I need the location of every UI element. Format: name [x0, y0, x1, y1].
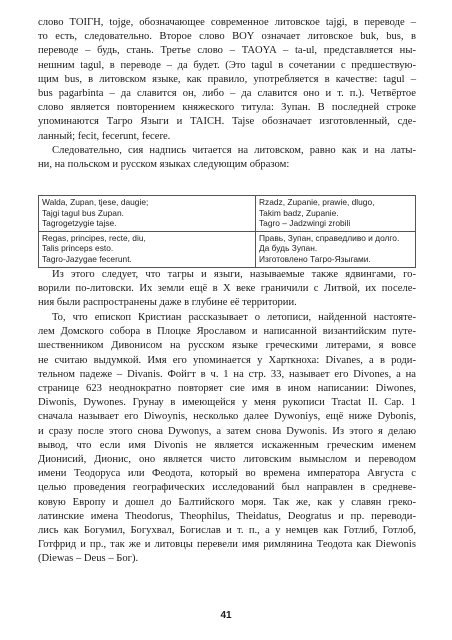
- text-line: и сразу после этого снова Dywonys, а затем снова Dywonis. Из этого я делаю: [38, 425, 416, 437]
- text-line: ни, на польском и русском языках следующим образом:: [38, 159, 290, 171]
- page-number: 41: [220, 610, 232, 621]
- text-line: сначала называет его Diwoynis, несколько далее Dywoniys, ещё ниже Dybonis,: [38, 411, 416, 423]
- text-line: вывод, что если имя Divonis не является искаженным греческим именем: [38, 439, 416, 451]
- cell-line: Rzadz, Zupanie, prawie, dlugo,: [259, 197, 375, 207]
- text-line: Следовательно, сия надпись читается на литовском, равно как и на латы-: [52, 145, 416, 156]
- text-line: Дионисий, Дионис, оно является чисто литовским вымыслом и переводом: [38, 454, 416, 466]
- cell-line: Walda, Zupan, tjese, daugie;: [42, 197, 149, 207]
- text-line: bus pagarbinta – да славится он, либо – да славится оно и т. п.). Четвёртое: [38, 88, 416, 100]
- text-line: ланный; fecit, fecerunt, fecere.: [38, 130, 171, 142]
- table-row: [39, 231, 416, 267]
- text-line: нешним tagul, в переводе – да будет. (Это tagul в сочетании с предшествую-: [38, 59, 416, 71]
- text-line: То, что епископ Кристиан рассказывает о летописи, найденной настояте-: [52, 312, 416, 323]
- paragraph-3: [38, 268, 416, 311]
- text-line: слово является повторением княжеского титула: Зупан. В последней строке: [38, 102, 416, 114]
- cell-line: Tagro – Jadzwingi zrobili: [259, 218, 351, 229]
- text-line: странице 623 неоднократно повторяет сие имя в ином написании: Diwones,: [38, 383, 416, 395]
- text-line: шественником Дивонисом на русском языке греческими литерами, я вовсе: [38, 340, 416, 352]
- table-cell: [256, 231, 416, 267]
- cell-line: Regas, principes, recte, diu,: [42, 232, 146, 243]
- text-line: переводе – будь, стань. Третье слово – TAOYA – ta-ul, представляется ны-: [38, 45, 416, 57]
- table-cell: [39, 231, 256, 267]
- translation-table: [38, 195, 416, 268]
- cell-line: Tajgi tagul bus Zupan.: [42, 207, 124, 218]
- text-line: латинские имена Theodorus, Theophilus, Theidatus, Deogratus и пр. переводи-: [38, 510, 416, 522]
- table-cell: [256, 196, 416, 232]
- text-line: лем Домского собора в Плоцке Ярославом и написанной византийским путе-: [38, 326, 416, 338]
- text-line: слово ТОІГН, tojge, обозначающее современное литовское tajgi, в переводе –: [38, 17, 416, 28]
- text-line: упоминаются Тагро Языги и TAICH. Tajse обозначает изготовленный, сде-: [38, 116, 416, 128]
- table-cell: [39, 196, 256, 232]
- text-line: целью проведения географических исследований был направлен в средневе-: [38, 482, 416, 494]
- text-line: щим bus, в литовском языке, как правило, употребляется в качестве: tagul –: [38, 73, 416, 85]
- text-line: Diwonis, Dywones. Грунау в имеющейся у меня рукописи Tractat II. Cap. 1: [38, 397, 416, 409]
- table-row: [39, 196, 416, 232]
- cell-line: Tagro-Jazygae fecerunt.: [42, 253, 132, 264]
- cell-line: Tagrogetzygie tajse.: [42, 218, 117, 229]
- text-line: ворили по-литовски. Их земли ещё в X веке граничили с Литвой, их поселе-: [38, 283, 416, 295]
- cell-line: Изготовлено Тагро-Языгами.: [259, 253, 371, 264]
- text-line: ковую Европу и дошел до Балтийского моря. Так же, как у славян греко-: [38, 496, 416, 508]
- text-line: то есть, следовательно. Второе слово BOY означает литовское buk, bus, в: [38, 31, 416, 43]
- text-line: имени Теодоруса или Феодота, который во времена императора Августа с: [38, 468, 416, 480]
- text-line: ния были распространены даже в глубине её территории.: [38, 297, 297, 309]
- paragraph-2: [38, 144, 416, 172]
- text-line: не считаю выдумкой. Имя его упоминается у Харткноха: Divanes, а в роди-: [38, 354, 416, 366]
- text-line: Из этого следует, что тагры и языги, называемые также ядвингами, го-: [52, 269, 416, 280]
- cell-line: Takim badz, Zupanie.: [259, 207, 339, 218]
- paragraph-4: [38, 311, 416, 567]
- text-line: тельном падеже – Divanis. Фойгт в ч. 1 на стр. 33, называет его Divones, а на: [38, 368, 416, 380]
- text-line: Готфрид и пр., так же и литовцы перевели имя римлянина Теодота как Diewonis: [38, 539, 416, 551]
- paragraph-1: [38, 16, 416, 144]
- cell-line: Да будь Зупан.: [259, 243, 318, 254]
- text-line: лись как Богумил, Богухвал, Богислав и т. п., а у немцев как Готлиб, Готлоб,: [38, 525, 416, 537]
- cell-line: Talis princeps esto.: [42, 243, 114, 254]
- text-line: (Diewas – Deus – Бог).: [38, 553, 139, 565]
- cell-line: Правь, Зупан, справедливо и долго.: [259, 232, 400, 243]
